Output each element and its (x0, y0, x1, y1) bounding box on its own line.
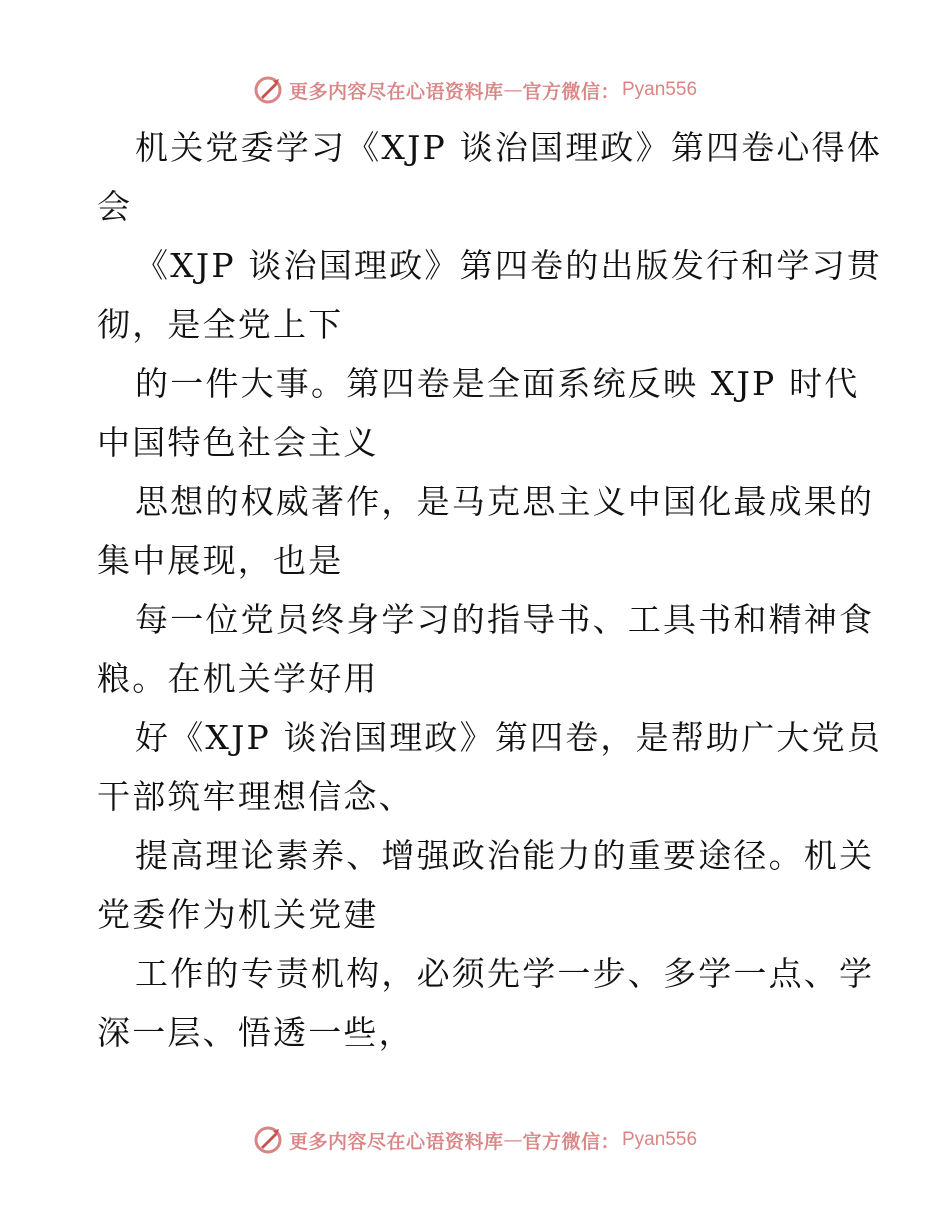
watermark-wechat-id: Pyan556 (622, 1129, 698, 1150)
body-line: 中国特色社会主义 (97, 423, 379, 462)
watermark-wechat-id: Pyan556 (622, 79, 698, 100)
body-line: 粮。在机关学好用 (97, 659, 379, 698)
body-line: 党委作为机关党建 (97, 895, 379, 934)
watermark-separator: — (503, 79, 523, 101)
watermark-text: 更多内容尽在心语资料库 (288, 1130, 504, 1153)
body-text (97, 236, 883, 1062)
watermark-wechat-label: 官方微信： (522, 1130, 620, 1153)
body-line: 《XJP 谈治国理政》第四卷的出版发行和学习贯 (135, 246, 883, 285)
body-line: 的一件大事。第四卷是全面系统反映 XJP 时代 (135, 364, 860, 403)
header-watermark (0, 72, 950, 108)
watermark-wechat-label: 官方微信： (522, 80, 620, 103)
body-line: 工作的专责机构，必须先学一步、多学一点、学 (135, 954, 875, 993)
body-line: 提高理论素养、增强政治能力的重要途径。机关 (135, 836, 875, 875)
footer-watermark (0, 1122, 950, 1158)
body-line: 集中展现，也是 (97, 541, 344, 580)
watermark-text: 更多内容尽在心语资料库 (288, 80, 504, 103)
watermark-separator: — (503, 1129, 523, 1151)
document-title-line-1: 机关党委学习《XJP 谈治国理政》第四卷心得体 (135, 128, 883, 167)
body-line: 深一层、悟透一些， (97, 1013, 414, 1052)
body-line: 每一位党员终身学习的指导书、工具书和精神食 (135, 600, 875, 639)
body-line: 干部筑牢理想信念、 (97, 777, 414, 816)
document-title-line-2: 会 (97, 187, 133, 226)
body-line: 好《XJP 谈治国理政》第四卷，是帮助广大党员 (135, 718, 883, 757)
quill-logo-icon (253, 75, 283, 105)
body-line: 思想的权威著作，是马克思主义中国化最成果的 (135, 482, 875, 521)
document-body (97, 118, 883, 1062)
body-line: 彻，是全党上下 (97, 305, 344, 344)
quill-logo-icon (253, 1125, 283, 1155)
